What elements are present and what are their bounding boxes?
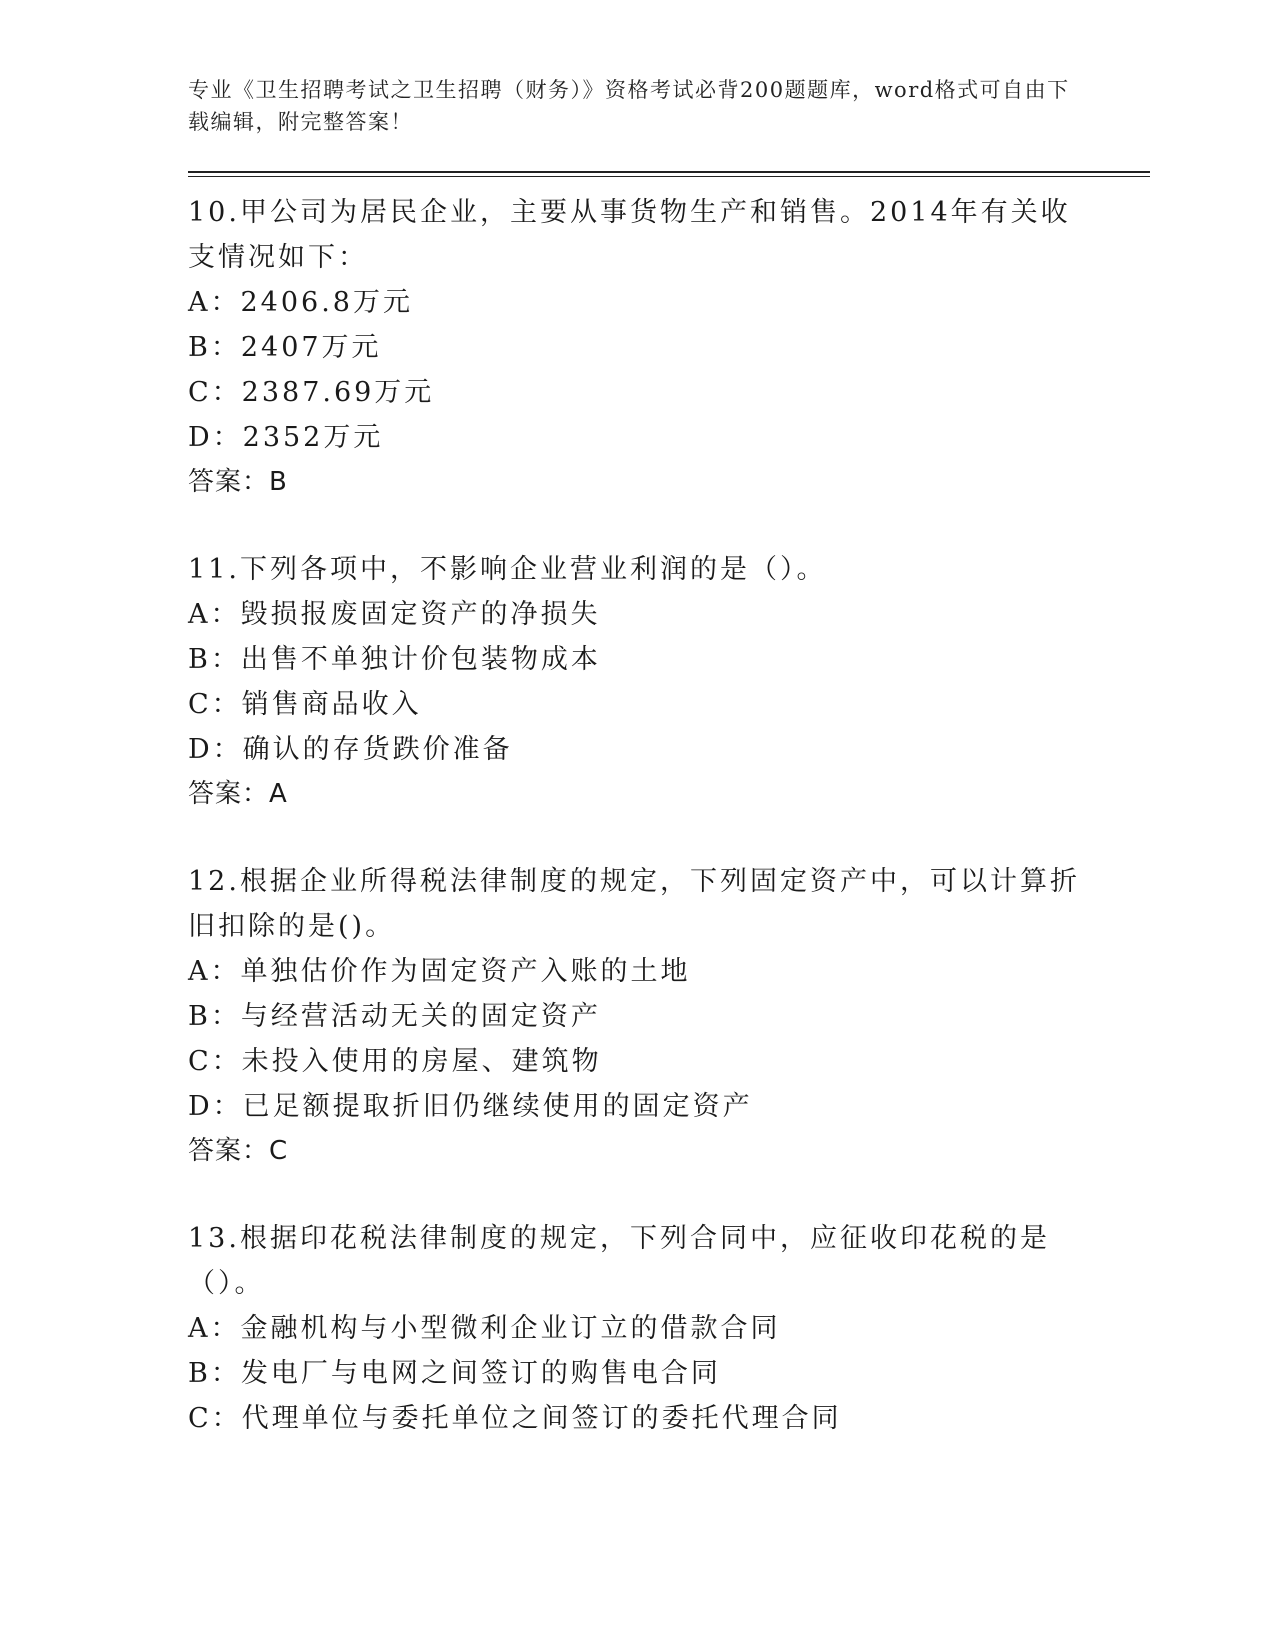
question-stem: 10.甲公司为居民企业，主要从事货物生产和销售。2014年有关收支情况如下： <box>188 197 1071 273</box>
answer-label: 答案：C <box>188 1136 289 1166</box>
question-12 <box>188 859 1088 1174</box>
option-c: C：未投入使用的房屋、建筑物 <box>188 1046 602 1077</box>
question-stem: 12.根据企业所得税法律制度的规定，下列固定资产中，可以计算折旧扣除的是()。 <box>188 866 1080 942</box>
option-d: D：确认的存货跌价准备 <box>188 734 513 765</box>
document-header <box>188 74 1088 138</box>
answer-label: 答案：B <box>188 467 288 497</box>
option-a: A：单独估价作为固定资产入账的土地 <box>188 956 691 987</box>
option-a: A：2406.8万元 <box>188 287 413 318</box>
option-a: A：金融机构与小型微利企业订立的借款合同 <box>188 1313 781 1344</box>
question-stem: 13.根据印花税法律制度的规定，下列合同中，应征收印花税的是（）。 <box>188 1223 1050 1299</box>
answer-label: 答案：A <box>188 779 288 809</box>
option-c: C：销售商品收入 <box>188 689 422 720</box>
option-b: B：发电厂与电网之间签订的购售电合同 <box>188 1358 721 1389</box>
question-stem: 11.下列各项中，不影响企业营业利润的是（）。 <box>188 554 827 585</box>
option-c: C：代理单位与委托单位之间签订的委托代理合同 <box>188 1403 842 1434</box>
question-10 <box>188 190 1088 505</box>
header-text: 专业《卫生招聘考试之卫生招聘（财务）》资格考试必背200题题库，word格式可自由下载编辑，附完整答案！ <box>188 78 1070 134</box>
header-divider-top <box>188 171 1150 173</box>
option-b: B：与经营活动无关的固定资产 <box>188 1001 601 1032</box>
option-d: D：2352万元 <box>188 422 384 453</box>
question-list <box>188 190 1088 1483</box>
question-13 <box>188 1216 1088 1441</box>
option-d: D：已足额提取折旧仍继续使用的固定资产 <box>188 1091 753 1122</box>
question-11 <box>188 547 1088 817</box>
header-divider-bottom <box>188 176 1150 177</box>
option-b: B：出售不单独计价包装物成本 <box>188 644 601 675</box>
option-a: A：毁损报废固定资产的净损失 <box>188 599 601 630</box>
option-c: C：2387.69万元 <box>188 377 435 408</box>
option-b: B：2407万元 <box>188 332 382 363</box>
